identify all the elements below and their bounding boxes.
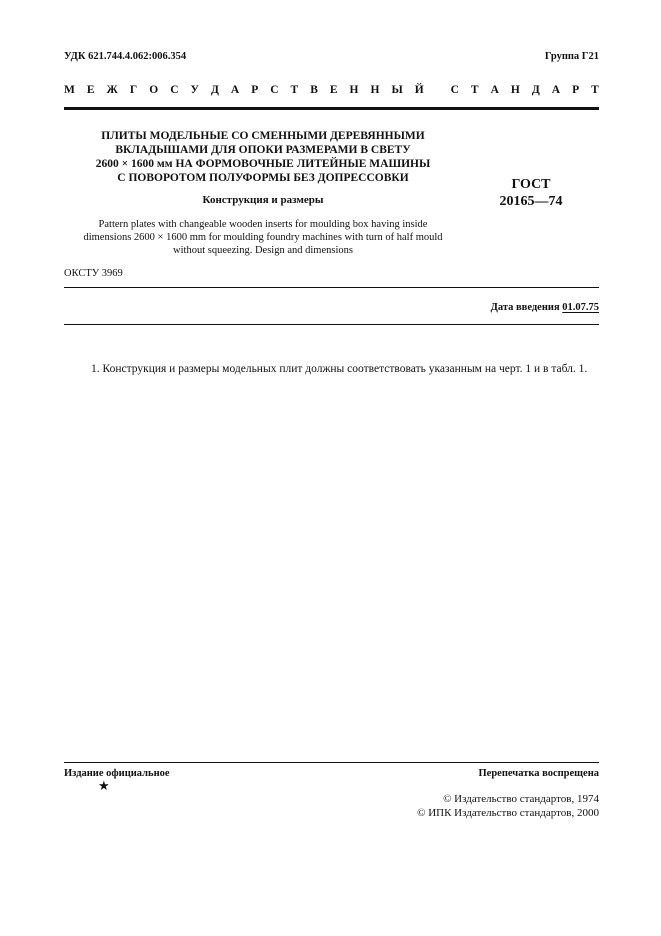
date-divider: [64, 324, 599, 325]
banner-letter: С: [450, 84, 459, 96]
banner-letter: Е: [86, 84, 95, 96]
banner-letter: М: [64, 84, 75, 96]
title-en-line: dimensions 2600 × 1600 mm for moulding foundry machines with turn of half mould: [83, 232, 443, 243]
reprint-prohibited-label: Перепечатка воспрещена: [478, 768, 599, 779]
title-en-line: Pattern plates with changeable wooden inserts for moulding box having inside: [98, 219, 428, 230]
banner-letter: Т: [591, 84, 599, 96]
document-title-ru: [64, 129, 462, 185]
banner-letter: У: [190, 84, 199, 96]
banner-letter: Г: [129, 84, 138, 96]
document-subtitle: Конструкция и размеры: [202, 194, 324, 206]
footer-divider: [64, 762, 599, 763]
banner-letter: Ж: [106, 84, 118, 96]
introduction-date-value: 01.07.75: [562, 302, 599, 313]
banner-letter: Д: [531, 84, 540, 96]
title-ru-line: 2600 × 1600 мм НА ФОРМОВОЧНЫЕ ЛИТЕЙНЫЕ МАШИНЫ: [95, 158, 431, 170]
banner-letter: Н: [370, 84, 380, 96]
banner-letter: Д: [210, 84, 219, 96]
banner-letter: Й: [414, 84, 424, 96]
banner-letter: О: [149, 84, 159, 96]
copyright-line: © Издательство стандартов, 1974: [443, 793, 599, 805]
official-edition-label: Издание официальное: [64, 768, 170, 779]
header-divider: [64, 107, 599, 110]
banner-letter: Т: [470, 84, 479, 96]
banner-letter: Н: [349, 84, 359, 96]
title-ru-line: ВКЛАДЫШАМИ ДЛЯ ОПОКИ РАЗМЕРАМИ В СВЕТУ: [115, 144, 411, 156]
group-code: Группа Г21: [544, 51, 599, 62]
banner-letter: А: [230, 84, 240, 96]
document-title-en: [64, 218, 462, 257]
standard-designation: [476, 176, 586, 210]
title-ru-line: ПЛИТЫ МОДЕЛЬНЫЕ СО СМЕННЫМИ ДЕРЕВЯННЫМИ: [101, 130, 425, 142]
banner-letter: Т: [290, 84, 299, 96]
banner-letter: С: [270, 84, 279, 96]
banner-letter: Р: [251, 84, 259, 96]
title-divider: [64, 287, 599, 288]
banner-letter: Н: [510, 84, 520, 96]
banner-letter: С: [170, 84, 179, 96]
standard-number: 20165—74: [499, 194, 563, 209]
title-ru-line: С ПОВОРОТОМ ПОЛУФОРМЫ БЕЗ ДОПРЕССОВКИ: [117, 172, 409, 184]
banner-letter: А: [551, 84, 561, 96]
standard-label: ГОСТ: [511, 177, 551, 192]
banner-letter: Р: [572, 84, 580, 96]
introduction-date-label: Дата введения: [490, 302, 560, 313]
banner-letter: Е: [329, 84, 338, 96]
banner-gap: [436, 84, 439, 96]
body-paragraph: 1. Конструкция и размеры модельных плит должны соответствовать указанным на черт. 1 и в табл. 1.: [91, 363, 588, 375]
copyright-line: © ИПК Издательство стандартов, 2000: [417, 807, 599, 819]
udk-code: УДК 621.744.4.062:006.354: [64, 51, 187, 62]
title-en-line: without squeezing. Design and dimensions: [173, 245, 353, 256]
introduction-date: [491, 302, 599, 313]
banner-letter: А: [490, 84, 499, 96]
banner-letter: Ы: [391, 84, 403, 96]
interstate-standard-banner: [64, 84, 599, 96]
star-icon: ★: [98, 778, 110, 793]
okstu-code: ОКСТУ 3969: [64, 268, 123, 279]
banner-letter: В: [310, 84, 318, 96]
